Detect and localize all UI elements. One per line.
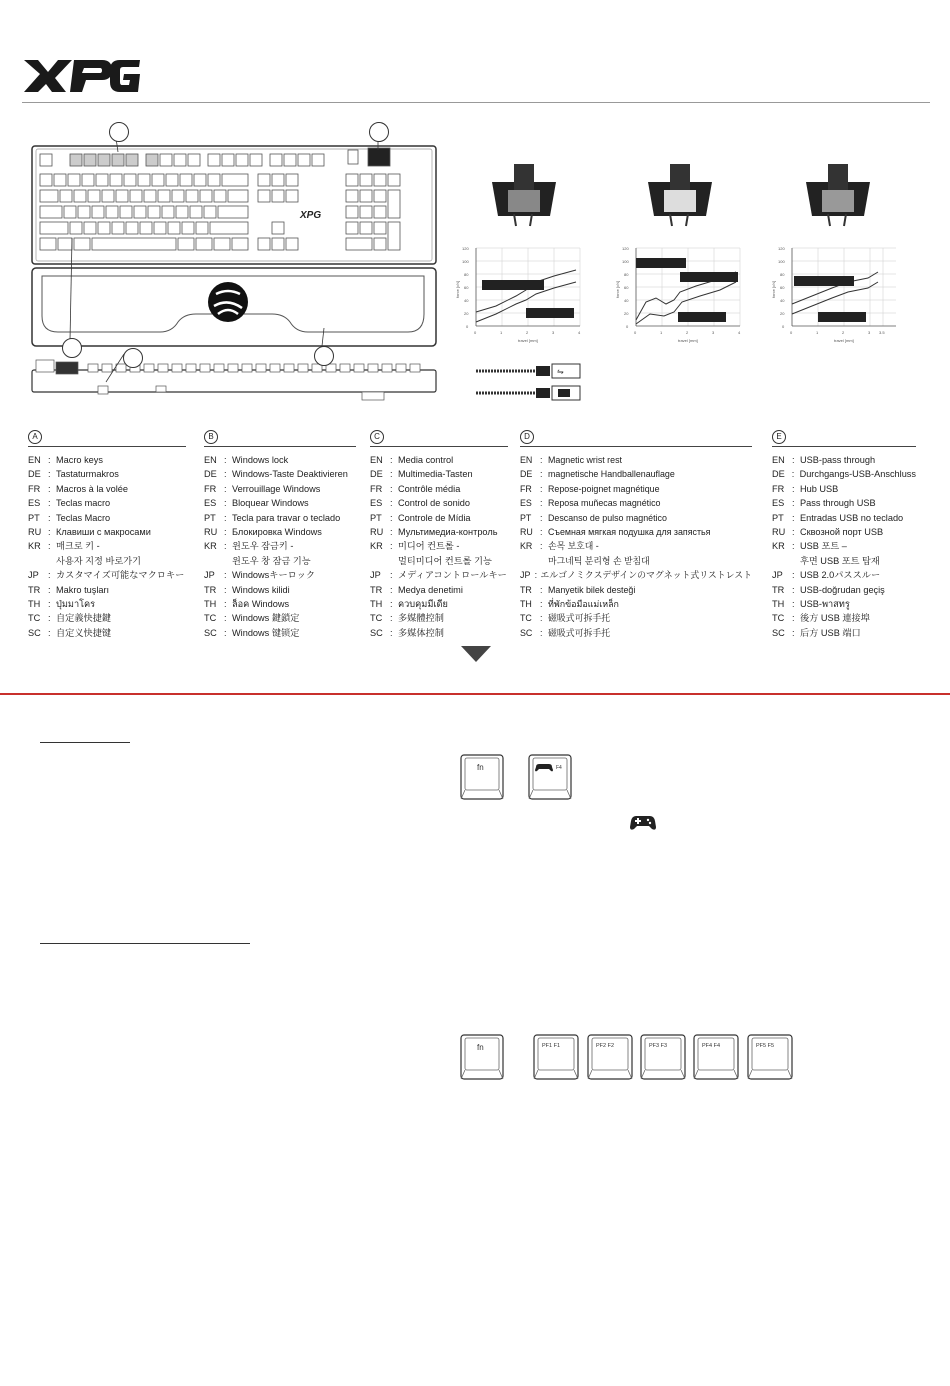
gamepad-icon	[630, 815, 656, 831]
legend-lang-code: EN	[370, 455, 383, 465]
legend-text: Verrouillage Windows	[232, 483, 321, 494]
x-tick-label: 3	[552, 330, 555, 335]
legend-column-d: D EN : Magnetic wrist rest DE : magnetische Handballenauflage FR : Repose-poignet magnétique ES : Reposa muñecas magnético PT : Descanso de pulso magnético RU : Съемная мягкая подушка для запястья KR : 손목 보호대 - 마그네틱 분리형 손 받침대 JP : エルゴノミクスデザインのマグネット式リストレスト TR : Manyetik bilek desteği TH : ที่พักข้อมือแม่เหล็ก TC : 磁吸式可拆手托 SC : 磁吸式可拆手托	[520, 430, 752, 640]
legend-lang-code: PT	[28, 512, 40, 523]
section-heading-underline	[40, 742, 130, 743]
legend-text: 매크로 키 -	[56, 541, 100, 552]
legend-text: 後方 USB 連接埠	[800, 613, 870, 624]
x-tick-label: 1	[500, 330, 503, 335]
legend-column-c: C EN : Media control DE : Multimedia-Tasten FR : Contrôle média ES : Control de sonido PT : Controle de Mídia RU : Мультимедиа-контроль KR : 미디어 컨트롤 - 멀티미디어 컨트롤 기능 JP : メディアコントロールキー TR : Medya denetimi TH : ควบคุมมีเดีย TC : 多媒體控制 SC : 多媒体控制	[370, 430, 508, 640]
legend-lang-code: RU	[772, 527, 786, 538]
legend-lang-code: EN	[204, 455, 217, 465]
legend-lang-code: PT	[204, 512, 216, 523]
legend-lang-code: PT	[370, 512, 382, 523]
legend-lang-code: TR	[204, 584, 217, 595]
y-tick-label: 60	[780, 285, 785, 290]
legend-lang-code: ES	[370, 498, 383, 509]
legend-lang-code: TH	[370, 599, 383, 610]
legend-text: Magnetic wrist rest	[548, 455, 622, 465]
pf1-key	[533, 1034, 579, 1080]
legend-text: Control de sonido	[398, 498, 471, 509]
legend-text: USB-พาสทรู	[800, 599, 850, 610]
legend-lang-code: TR	[772, 584, 785, 595]
legend-lang-code: SC	[520, 627, 533, 638]
legend-text: 磁吸式可拆手托	[548, 627, 611, 638]
legend-column-b: B EN : Windows lock DE : Windows-Taste Deaktivieren FR : Verrouillage Windows ES : Bloquear Windows PT : Tecla para travar o teclado RU : Блокировка Windows KR : 윈도우 잠금키 - 윈도우 창 잠금 기능 JP : Windowsキーロック TR : Windows kilidi TH : ล็อค Windows TC : Windows 鍵鎖定 SC : Windows 键锁定	[204, 430, 356, 640]
legend-lang-code: TH	[204, 599, 217, 610]
y-tick-label: 0	[626, 324, 629, 329]
y-tick-label: 20	[780, 311, 785, 316]
x-tick-label: 3	[868, 330, 871, 335]
legend-lang-code: TR	[520, 584, 532, 595]
legend-lang-code: JP	[772, 570, 783, 581]
fn-key	[460, 1034, 504, 1080]
y-tick-label: 40	[624, 298, 629, 303]
legend-letter-b: B	[204, 430, 218, 444]
y-tick-label: 80	[464, 272, 469, 277]
legend-lang-code: JP	[520, 570, 531, 581]
legend-column-e: E EN : USB-pass through DE : Durchgangs-USB-Anschluss FR : Hub USB ES : Pass through USB PT : Entradas USB no teclado RU : Сквозной порт USB KR : USB 포트 – 후면 USB 포트 탑재 JP : USB 2.0パススルー TR : USB-doğrudan geçiş TH : USB-พาสทรู TC : 後方 USB 連接埠 SC : 后方 USB 端口	[772, 430, 916, 640]
legend-text: Descanso de pulso magnético	[548, 512, 667, 523]
pf3-key	[640, 1034, 686, 1080]
legend-lang-code: KR	[520, 541, 533, 552]
legend-lang-code: TH	[772, 599, 785, 610]
legend-lang-code: SC	[28, 627, 41, 638]
legend-letter-d: D	[520, 430, 534, 444]
legend-text: Клавиши с макросами	[56, 527, 151, 538]
x-tick-label: 4	[578, 330, 581, 335]
legend-text: Durchgangs-USB-Anschluss	[799, 469, 916, 480]
pf4-key	[693, 1034, 739, 1080]
legend-lang-code: ES	[520, 498, 532, 509]
x-tick-label: 3.5	[879, 330, 885, 335]
svg-text:XPG: XPG	[300, 210, 322, 221]
legend-text: Hub USB	[800, 483, 839, 494]
legend-text: Macros à la volée	[56, 483, 129, 494]
legend-lang-code: RU	[28, 527, 42, 538]
legend-text: USB-pass through	[800, 455, 876, 465]
legend-text: USB-doğrudan geçiş	[800, 584, 885, 595]
legend-text: Tastaturmakros	[56, 469, 119, 480]
legend-text: 손목 보호대 -	[548, 541, 599, 552]
legend-letter-c: C	[370, 430, 384, 444]
legend-lang-code: KR	[204, 541, 217, 552]
legend-text: Windows kilidi	[232, 584, 290, 595]
legend-lang-code: TC	[520, 613, 532, 624]
legend-text: Windows lock	[232, 455, 289, 465]
keyboard-illustration	[28, 118, 440, 408]
legend-lang-code: DE	[370, 469, 383, 480]
legend-text: Сквозной порт USB	[800, 527, 884, 538]
y-tick-label: 100	[622, 259, 629, 264]
callout-c-marker	[62, 338, 82, 358]
y-tick-label: 0	[466, 324, 469, 329]
y-tick-label: 120	[462, 246, 469, 251]
legend-text: Windowsキーロック	[232, 570, 316, 581]
legend-text: Makro tuşları	[56, 584, 110, 595]
legend-lang-code: ES	[28, 498, 41, 509]
legend-text: Repose-poignet magnétique	[548, 483, 660, 494]
legend-lang-code: DE	[204, 469, 217, 480]
legend-lang-code: JP	[370, 570, 381, 581]
legend-lang-code: RU	[520, 527, 533, 538]
pf5-key	[747, 1034, 793, 1080]
legend-text: ปุ่มมาโคร	[56, 599, 96, 610]
y-tick-label: 40	[464, 298, 469, 303]
y-tick-label: 80	[624, 272, 629, 277]
legend-lang-code: FR	[370, 483, 383, 494]
y-tick-label: 40	[780, 298, 785, 303]
x-tick-label: 0	[634, 330, 637, 335]
legend-lang-code: FR	[28, 483, 41, 494]
fn-key-label: fn	[477, 763, 484, 772]
x-tick-label: 3	[712, 330, 715, 335]
legend-text: Entradas USB no teclado	[800, 512, 904, 523]
legend-text: Съемная мягкая подушка для запястья	[548, 527, 711, 538]
legend-lang-code: PT	[520, 512, 532, 523]
x-axis-label: travel [mm]	[678, 338, 698, 343]
legend-text: Windows 键锁定	[232, 627, 300, 638]
y-tick-label: 20	[624, 311, 629, 316]
legend-lang-code: TH	[28, 599, 41, 610]
legend-text: 윈도우 잠금키 -	[232, 541, 294, 552]
y-tick-label: 60	[624, 285, 629, 290]
legend-text: 多媒体控制	[398, 627, 444, 638]
legend-text: Macro keys	[56, 455, 103, 465]
legend-text: 멀티미디어 컨트롤 기능	[398, 555, 492, 566]
y-tick-label: 0	[782, 324, 785, 329]
pf4-key-label: PF4 F4	[702, 1043, 721, 1049]
legend-text: Мультимедиа-контроль	[398, 527, 498, 538]
legend-text: Multimedia-Tasten	[398, 469, 473, 480]
legend-text: Tecla para travar o teclado	[232, 512, 341, 523]
legend-lang-code: TC	[28, 613, 41, 624]
x-tick-label: 2	[842, 330, 845, 335]
callout-b-marker	[369, 122, 389, 142]
down-arrow-icon	[461, 646, 491, 662]
legend-text: Reposa muñecas magnético	[548, 498, 661, 509]
y-axis-label: force [cN]	[455, 280, 460, 298]
legend-letter-a: A	[28, 430, 42, 444]
legend-lang-code: EN	[520, 455, 533, 465]
legend-lang-code: TR	[370, 584, 383, 595]
legend-lang-code: ES	[772, 498, 785, 509]
x-axis-label: travel [mm]	[834, 338, 854, 343]
legend-lang-code: ES	[204, 498, 217, 509]
legend-lang-code: SC	[204, 627, 217, 638]
legend-lang-code: TC	[370, 613, 383, 624]
legend-text: USB 2.0パススルー	[800, 570, 881, 581]
top-divider	[22, 102, 930, 103]
legend-text: 윈도우 창 잠금 기능	[232, 555, 311, 566]
legend-text: 사용자 지정 바로가기	[56, 555, 141, 566]
legend-lang-code: RU	[370, 527, 384, 538]
legend-text: 후면 USB 포트 탑재	[800, 555, 880, 566]
y-tick-label: 20	[464, 311, 469, 316]
legend-text: Bloquear Windows	[232, 498, 309, 509]
f4-key-label: F4	[556, 765, 562, 771]
legend-text: 미디어 컨트롤 -	[398, 541, 460, 552]
callout-e-marker	[314, 346, 334, 366]
svg-text:⇋: ⇋	[557, 367, 564, 376]
x-tick-label: 0	[790, 330, 793, 335]
legend-lang-code: EN	[772, 455, 785, 465]
legend-lang-code: KR	[772, 541, 785, 552]
legend-text: ควบคุมมีเดีย	[398, 599, 448, 610]
legend-text: カスタマイズ可能なマクロキー	[56, 570, 185, 581]
legend-lang-code: DE	[520, 469, 533, 480]
y-axis-label: force [cN]	[615, 280, 620, 298]
legend-text: 自定義快捷鍵	[56, 613, 112, 624]
legend-lang-code: JP	[28, 570, 39, 581]
legend-text: magnetische Handballenauflage	[548, 469, 675, 480]
xpg-logo	[22, 52, 142, 96]
fn-key	[460, 754, 504, 800]
callout-a-marker	[109, 122, 129, 142]
legend-text: Controle de Mídia	[398, 512, 471, 523]
legend-text: Media control	[398, 455, 454, 465]
legend-text: 后方 USB 端口	[800, 627, 861, 638]
legend-text: Medya denetimi	[398, 584, 463, 595]
y-axis-label: force [cN]	[771, 280, 776, 298]
legend-lang-code: JP	[204, 570, 215, 581]
legend-text: メディアコントロールキー	[398, 570, 507, 581]
legend-text: Windows-Taste Deaktivieren	[232, 469, 348, 480]
x-axis-label: travel [mm]	[518, 338, 538, 343]
legend-text: Contrôle média	[398, 483, 461, 494]
pf5-key-label: PF5 F5	[756, 1043, 775, 1049]
legend-lang-code: FR	[204, 483, 217, 494]
y-tick-label: 120	[622, 246, 629, 251]
legend-lang-code: KR	[370, 541, 383, 552]
switch-image-1	[484, 160, 564, 232]
x-tick-label: 2	[686, 330, 689, 335]
legend-text: エルゴノミクスデザインのマグネット式リストレスト	[540, 570, 752, 581]
pf1-key-label: PF1 F1	[542, 1043, 561, 1049]
legend-text: 마그네틱 분리형 손 받침대	[548, 555, 650, 566]
usb-cables-illustration	[472, 360, 584, 404]
force-chart-3	[772, 242, 902, 346]
x-tick-label: 4	[738, 330, 741, 335]
legend-text: Teclas Macro	[56, 512, 111, 523]
x-tick-label: 2	[526, 330, 529, 335]
fn-key-label: fn	[477, 1043, 484, 1052]
legend-text: Windows 鍵鎖定	[232, 613, 300, 624]
legend-lang-code: DE	[772, 469, 785, 480]
legend-column-a: A EN : Macro keys DE : Tastaturmakros FR : Macros à la volée ES : Teclas macro PT : Teclas Macro RU : Клавиши с макросами KR : 매크로 키 - 사용자 지정 바로가기 JP : カスタマイズ可能なマクロキー TR : Makro tuşları TH : ปุ่มมาโคร TC : 自定義快捷鍵 SC : 自定义快捷键	[28, 430, 186, 640]
legend-text: Pass through USB	[800, 498, 876, 509]
legend-letter-e: E	[772, 430, 786, 444]
legend-lang-code: TR	[28, 584, 41, 595]
legend-text: USB 포트 –	[800, 541, 847, 552]
legend-lang-code: DE	[28, 469, 41, 480]
legend-lang-code: FR	[772, 483, 785, 494]
switch-image-2	[640, 160, 720, 232]
legend-text: Manyetik bilek desteği	[548, 584, 636, 595]
legend-lang-code: PT	[772, 512, 784, 523]
pf2-key	[587, 1034, 633, 1080]
y-tick-label: 120	[778, 246, 785, 251]
y-tick-label: 100	[462, 259, 469, 264]
section-divider-red	[0, 693, 950, 695]
legend-lang-code: TC	[772, 613, 785, 624]
force-chart-1	[456, 242, 586, 346]
legend-text: 自定义快捷键	[56, 627, 112, 638]
legend-lang-code: KR	[28, 541, 41, 552]
legend-text: Блокировка Windows	[232, 527, 322, 538]
y-tick-label: 80	[780, 272, 785, 277]
pf2-key-label: PF2 F2	[596, 1043, 615, 1049]
legend-lang-code: EN	[28, 455, 41, 465]
legend-lang-code: SC	[370, 627, 383, 638]
legend-lang-code: RU	[204, 527, 218, 538]
legend-lang-code: TC	[204, 613, 217, 624]
legend-lang-code: FR	[520, 483, 532, 494]
legend-text: 磁吸式可拆手托	[548, 613, 611, 624]
y-tick-label: 60	[464, 285, 469, 290]
x-tick-label: 0	[474, 330, 477, 335]
legend-text: 多媒體控制	[398, 613, 444, 624]
y-tick-label: 100	[778, 259, 785, 264]
section-heading-underline	[40, 943, 250, 944]
callout-d-marker	[123, 348, 143, 368]
force-chart-2	[616, 242, 746, 346]
pf3-key-label: PF3 F3	[649, 1043, 668, 1049]
switch-image-3	[798, 160, 878, 232]
f4-game-mode-key	[528, 754, 572, 800]
x-tick-label: 1	[816, 330, 819, 335]
legend-text: ล็อค Windows	[232, 599, 290, 610]
x-tick-label: 1	[660, 330, 663, 335]
legend-lang-code: TH	[520, 599, 532, 610]
legend-lang-code: SC	[772, 627, 785, 638]
legend-text: ที่พักข้อมือแม่เหล็ก	[548, 599, 619, 610]
legend-text: Teclas macro	[56, 498, 111, 509]
